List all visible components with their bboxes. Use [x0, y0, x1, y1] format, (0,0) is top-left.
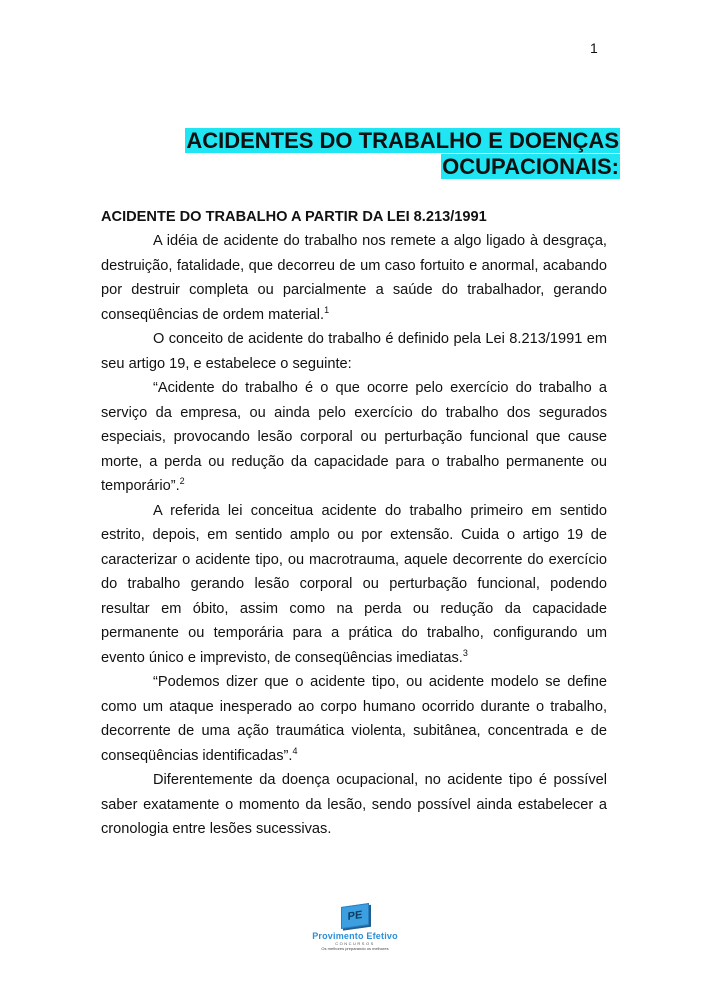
title-line-1: ACIDENTES DO TRABALHO E DOENÇAS [186, 128, 619, 153]
quote-paragraph [101, 376, 607, 499]
paragraph [101, 499, 607, 671]
quote-paragraph [101, 670, 607, 768]
paragraph-text: Diferentemente da doença ocupacional, no acidente tipo é possível saber exatamente o momento da lesão, sendo possível ainda estabelecer a cronologia entre lesões sucessivas. [101, 772, 607, 837]
footnote-ref[interactable]: 2 [179, 476, 185, 486]
document-body [101, 205, 607, 842]
paragraph-text: “Podemos dizer que o acidente tipo, ou acidente modelo se define como um ataque inesperado ao corpo humano ocorrido durante o trabalho, decorrente de uma ação traumática violenta, subitânea, concentrada e de conseqüências identificadas”. [101, 674, 607, 764]
paragraph-text: O conceito de acidente do trabalho é definido pela Lei 8.213/1991 em seu artigo 19, e estabelece o seguinte: [101, 331, 607, 372]
paragraph-text: “Acidente do trabalho é o que ocorre pelo exercício do trabalho a serviço da empresa, ou ainda pelo exercício do trabalho dos segurados especiais, provocando lesão corporal ou perturbação funcional que cause morte, a perda ou redução da capacidade para o trabalho permanente ou temporário”. [101, 380, 607, 494]
paragraph [101, 327, 607, 376]
title-line-2: OCUPACIONAIS: [442, 154, 619, 179]
paragraph [101, 229, 607, 327]
footnote-ref[interactable]: 4 [292, 745, 298, 756]
paragraph-text: A referida lei conceitua acidente do trabalho primeiro em sentido estrito, depois, em sentido amplo ou por extensão. Cuida o artigo 19 de caracterizar o acidente tipo, ou macrotrauma, aquele decorrente do exercício do trabalho gerando lesão corporal ou perturbação funcional, podendo resultar em óbito, assim como na perda ou redução da capacidade permanente ou temporária para a prática do trabalho, configurando um evento único e imprevisto, de conseqüências imediatas. [101, 502, 607, 666]
paragraph [101, 768, 607, 842]
logo-name: Provimento Efetivo [312, 931, 398, 941]
logo-tagline: Os melhores preparando os melhores [321, 946, 389, 951]
footnote-ref[interactable]: 3 [462, 647, 468, 658]
logo-subtitle: CONCURSOS [335, 941, 375, 946]
logo-mark-text: PE [347, 908, 363, 924]
logo-mark-icon [341, 903, 369, 929]
footer-logo [305, 905, 405, 951]
section-heading: ACIDENTE DO TRABALHO A PARTIR DA LEI 8.213/1991 [101, 209, 487, 225]
footnote-ref[interactable]: 1 [324, 304, 330, 315]
paragraph-text: A idéia de acidente do trabalho nos remete a algo ligado à desgraça, destruição, fatalidade, que decorreu de um caso fortuito e anormal, acabando por destruir completa ou parcialmente a saúde do trabalhador, gerando conseqüências de ordem material. [101, 233, 607, 323]
page-title [185, 128, 620, 180]
page-number: 1 [590, 40, 598, 56]
